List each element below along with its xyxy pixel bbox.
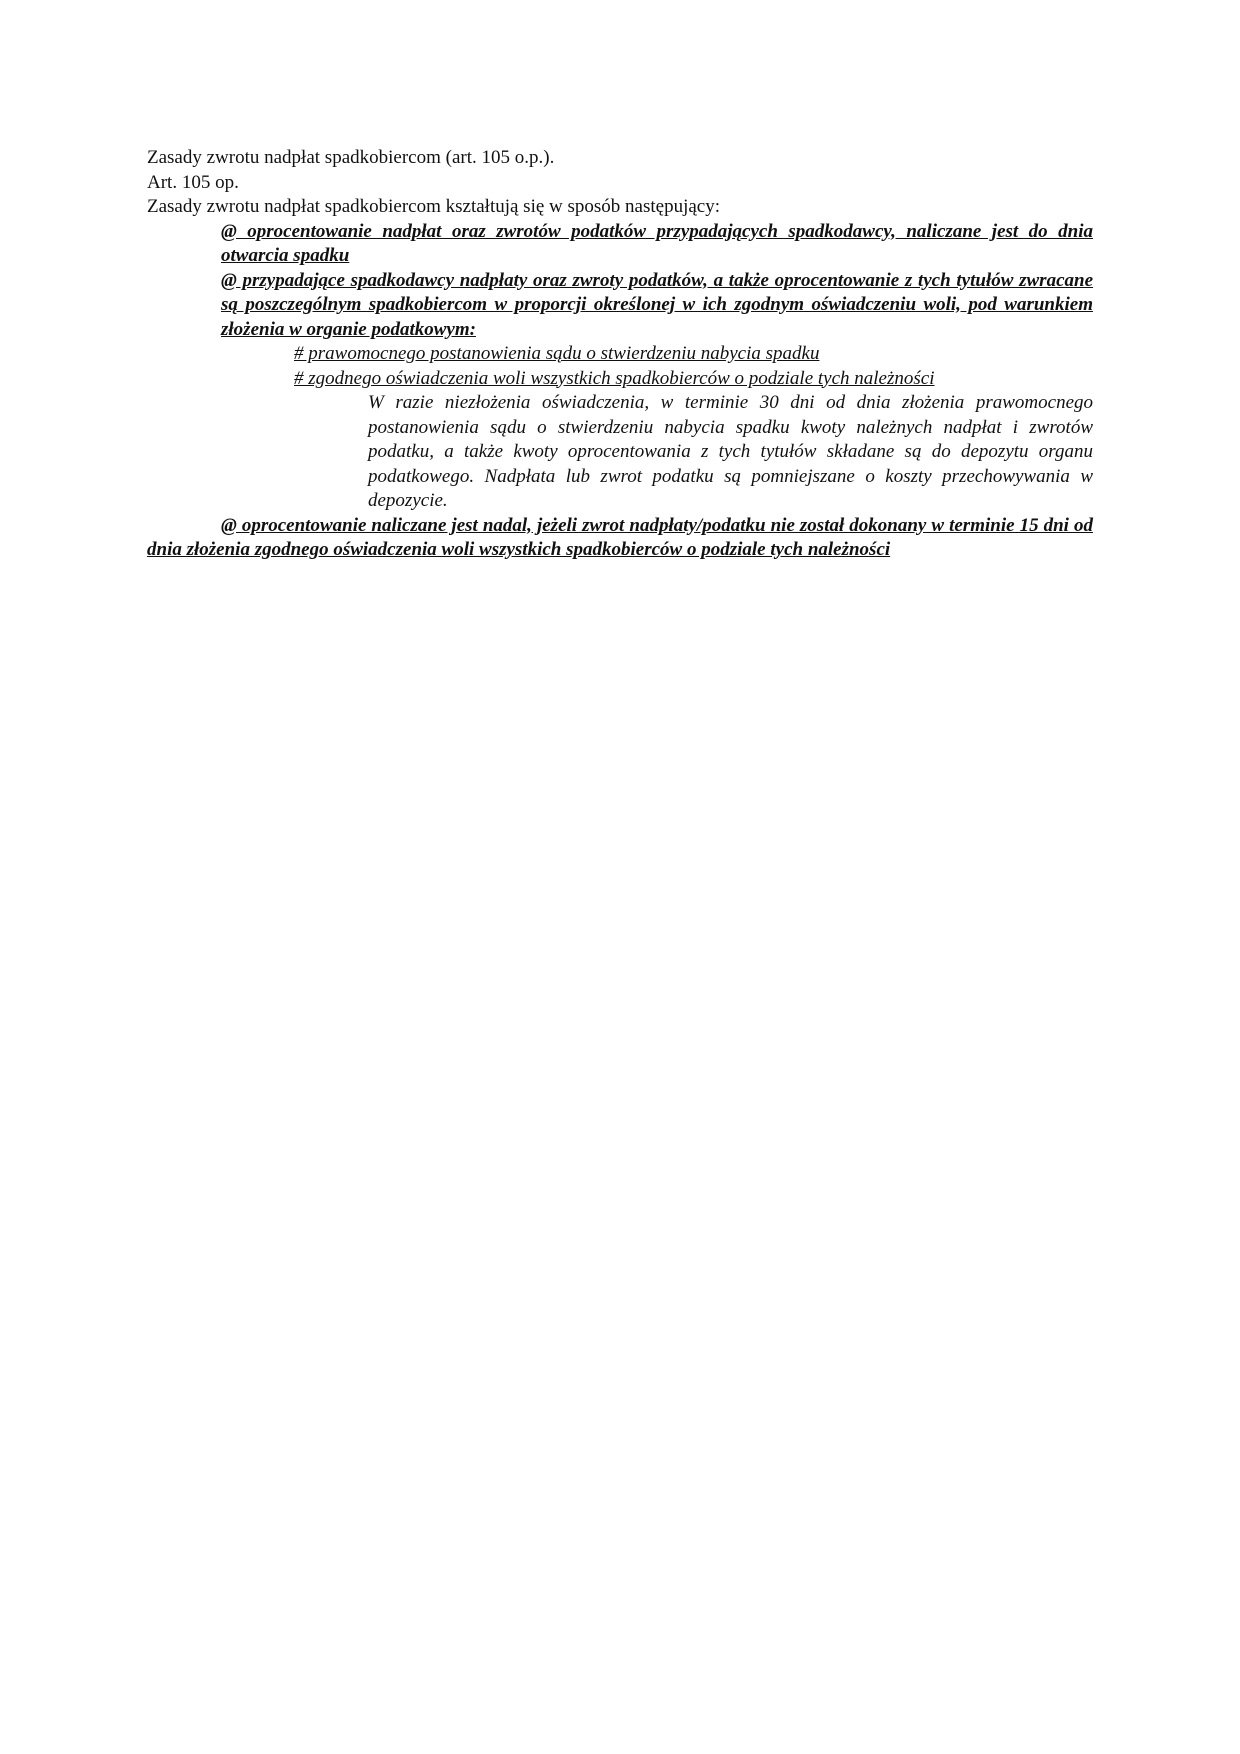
intro-paragraph: Zasady zwrotu nadpłat spadkobiercom kształtują się w sposób następujący: <box>147 196 721 217</box>
rule-point-1: @ oprocentowanie nadpłat oraz zwrotów podatków przypadających spadkodawcy, naliczane jest do dnia otwarcia spadku <box>221 220 1093 266</box>
document-title: Zasady zwrotu nadpłat spadkobiercom (art. 105 o.p.). <box>147 147 555 168</box>
deposit-note: W razie niezłożenia oświadczenia, w terminie 30 dni od dnia złożenia prawomocnego postanowienia sądu o stwierdzeniu nabycia spadku kwoty należnych nadpłat i zwrotów podatku, a także kwoty oprocentowania z tych tytułów składane są do depozytu organu podatkowego. Nadpłata lub zwrot podatku są pomniejszane o koszty przechowywania w depozycie. <box>368 392 1093 511</box>
rule-point-2: @ przypadające spadkodawcy nadpłaty oraz zwroty podatków, a także oprocentowanie z tych tytułów zwracane są poszczególnym spadkobiercom w proporcji określonej w ich zgodnym oświadczeniu woli, pod warunkiem złożenia w organie podatkowym: <box>221 269 1093 340</box>
condition-point-2: # zgodnego oświadczenia woli wszystkich spadkobierców o podziale tych należności <box>294 367 935 389</box>
article-reference: Art. 105 op. <box>147 171 239 193</box>
condition-point-1: # prawomocnego postanowienia sądu o stwierdzeniu nabycia spadku <box>294 343 820 364</box>
rule-point-3: @ oprocentowanie naliczane jest nadal, jeżeli zwrot nadpłaty/podatku nie został dokonany w terminie 15 dni od dnia złożenia zgodnego oświadczenia woli wszystkich spadkobierców o podziale tych należności <box>147 514 1093 560</box>
document-body <box>147 146 1093 563</box>
